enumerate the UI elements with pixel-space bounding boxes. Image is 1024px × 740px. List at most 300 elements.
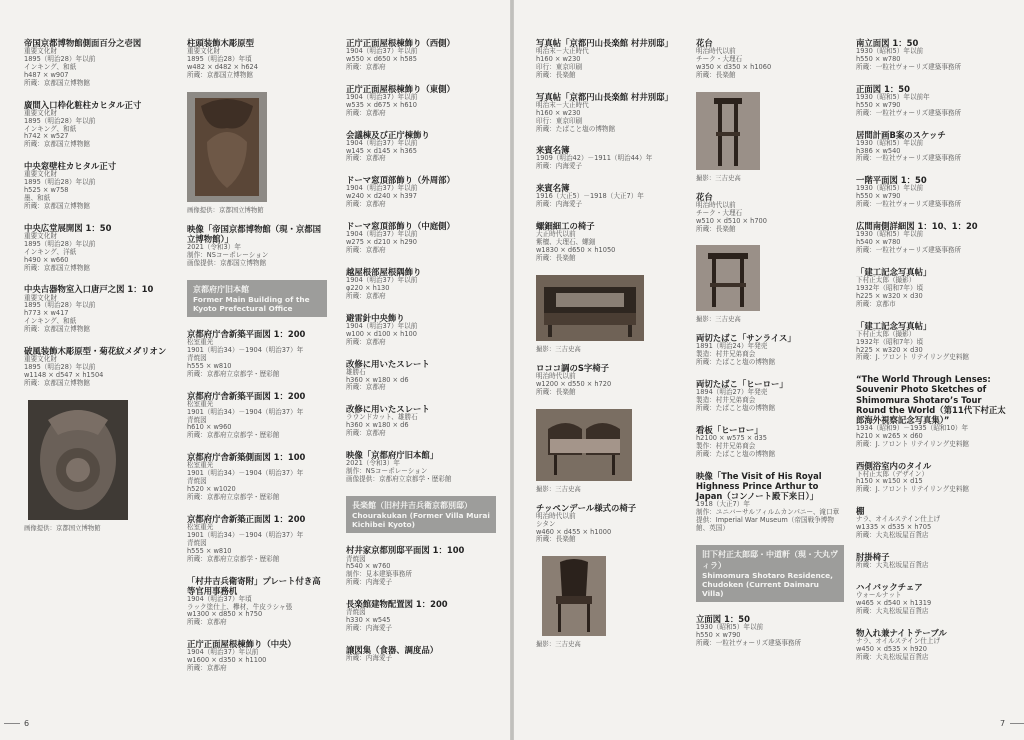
entry-detail: 制作：見本建築事務所 — [346, 570, 412, 579]
entry-title: 破風装飾木彫原型・菊花紋メダリオン — [24, 346, 167, 357]
catalog-entry — [696, 614, 846, 648]
entry-detail: 松室重光 — [187, 338, 214, 347]
entry-detail: 1904（明治37）年以前 — [346, 138, 418, 147]
entry-detail: 所蔵：一粒社ヴォーリズ建築事務所 — [696, 639, 802, 648]
entry-detail: h330 × w545 — [346, 616, 391, 625]
entry-title: 柱頭装飾木彫原型 — [187, 38, 254, 48]
entry-title: “The World Through Lenses: Souvenir Photo Sketches of Shimomura Shotaro’s Tour Round the World（第11代下村正太郎海外視察記念写真集）” — [856, 374, 1006, 425]
entry-list — [536, 363, 686, 397]
entry-detail: 青焼図 — [346, 554, 366, 563]
entry-detail: 所蔵：京都府 — [346, 291, 386, 300]
entry-title: 映像「The Visit of His Royal Highness Prince Arthur to Japan（コンノート殿下来日）」 — [696, 470, 822, 501]
catalog-entry — [536, 183, 686, 209]
entry-list — [346, 545, 496, 662]
catalog-entry — [856, 267, 1012, 309]
entry-detail: 明治時代以前 — [696, 47, 736, 56]
left-page — [0, 0, 510, 740]
entry-detail: 所蔵：たばこと塩の博物館 — [696, 404, 776, 413]
catalog-entry — [187, 452, 329, 502]
entry-detail: 1904（明治37）年以前 — [346, 276, 418, 285]
entry-detail: 所蔵：京都市 — [856, 299, 896, 308]
entry-detail: h360 × w180 × d6 — [346, 375, 409, 384]
entry-detail: 1895（明治28）年以前 — [24, 54, 96, 63]
entry-detail: 1904（明治37）年以前 — [346, 184, 418, 193]
entry-detail: w100 × d100 × h100 — [346, 329, 417, 338]
entry-detail: シタン — [536, 519, 556, 528]
left-column-1 — [24, 38, 174, 532]
catalog-entry — [346, 267, 496, 301]
entry-detail: 所蔵：京都府立京都学・歴彩館 — [187, 369, 280, 378]
entry-detail: 所蔵：京都国立博物館 — [24, 140, 90, 149]
entry-detail: 所蔵：一粒社ヴォーリズ建築事務所 — [856, 62, 962, 71]
entry-detail: 明治末－大正時代 — [536, 47, 589, 56]
entry-detail: 重要文化財 — [187, 47, 220, 56]
entry-detail: 1901（明治34）－1904（明治37）年 — [187, 469, 304, 478]
entry-detail: 1895（明治28）年以前 — [24, 116, 96, 125]
catalog-entry — [696, 425, 846, 459]
entry-detail: 制作：NSコーポレーション — [346, 467, 428, 476]
catalog-entry — [856, 582, 1012, 616]
entry-detail: 所蔵：一粒社ヴォーリズ建築事務所 — [856, 246, 962, 255]
entry-detail: 1904（明治37）年以前 — [187, 648, 259, 657]
entry-detail: 1895（明治28）年以前 — [24, 301, 96, 310]
entry-title: 改修に用いたスレート — [346, 404, 430, 415]
entry-detail: 所蔵：大丸松坂屋百貨店 — [856, 606, 929, 615]
entry-title: 一階平面図 1：50 — [856, 175, 927, 186]
entry-detail: 所蔵：大丸松坂屋百貨店 — [856, 561, 929, 570]
catalog-entry — [346, 545, 496, 587]
catalog-entry — [536, 363, 686, 397]
entry-detail: h225 × w320 × d30 — [856, 291, 923, 300]
catalog-entry — [346, 599, 496, 633]
entry-detail: ラック塗仕上、欅材、牛皮ラシャ張 — [187, 602, 293, 611]
catalog-entry — [24, 38, 174, 88]
entry-title: 来賓名簿 — [536, 145, 570, 156]
right-column-1 — [536, 38, 686, 648]
entry-detail: 所蔵：長楽館 — [536, 387, 576, 396]
catalog-entry — [856, 221, 1012, 255]
entry-title: 会議棟及び正庁棟飾り — [346, 129, 430, 140]
catalog-entry — [696, 192, 846, 234]
entry-detail: 所蔵：京都国立博物館 — [24, 263, 90, 272]
entry-detail: 所蔵：長楽館 — [536, 253, 576, 262]
entry-title: 映像「京都府庁旧本館」 — [346, 450, 439, 461]
entry-detail: ナラ、オイルステイン仕上げ — [856, 515, 941, 524]
entry-detail: インキング、洋紙 — [24, 247, 77, 256]
catalog-entry — [187, 224, 329, 268]
entry-detail: h150 × w150 × d15 — [856, 477, 923, 486]
catalog-entry — [696, 471, 846, 533]
entry-detail: 所蔵：J. フロント リテイリング史料館 — [856, 485, 970, 494]
entry-title: ハイバックチェア — [856, 582, 923, 593]
catalog-entry — [346, 404, 496, 438]
entry-detail: w1830 × d650 × h1050 — [536, 246, 616, 255]
entry-detail: 製造：村井兄弟商会 — [696, 396, 756, 405]
entry-list — [187, 329, 329, 673]
catalog-entry — [24, 100, 174, 150]
entry-detail: w510 × d510 × h700 — [696, 216, 767, 225]
entry-detail: 所蔵：内海愛子 — [346, 624, 393, 633]
entry-detail: 所蔵：一粒社ヴォーリズ建築事務所 — [856, 108, 962, 117]
entry-detail: w1148 × d547 × h1504 — [24, 370, 104, 379]
entry-title: ドーマ窓頂部飾り（中庭側） — [346, 221, 455, 232]
entry-detail: 1918（大正7）年 — [696, 500, 750, 509]
entry-detail: 1932年（昭和7年）頃 — [856, 283, 924, 292]
entry-detail: 紫檀、大理石、螺鈿 — [536, 238, 596, 247]
entry-detail: 制作：NSコーポレーション — [187, 250, 269, 259]
entry-detail: w535 × d675 × h610 — [346, 100, 417, 109]
entry-detail: 所蔵：長楽館 — [536, 70, 576, 79]
image-caption: 画像提供：京都国立博物館 — [24, 523, 101, 532]
page-rule — [1010, 723, 1024, 724]
entry-list — [696, 333, 846, 532]
entry-title: 正庁正面屋根棟飾り（東側） — [346, 83, 455, 94]
photo-credit: 撮影：三吉史高 — [696, 173, 741, 182]
entry-detail: 所蔵：京都国立博物館 — [187, 70, 253, 79]
catalog-entry — [187, 38, 329, 80]
catalog-entry — [187, 576, 329, 628]
entry-detail: 明治時代以前 — [696, 200, 736, 209]
entry-detail: 重要文化財 — [24, 231, 57, 240]
entry-title: 南立面図 1：50 — [856, 38, 919, 48]
entry-title: 来賓名簿 — [536, 183, 570, 194]
entry-detail: 所蔵：京都府 — [346, 246, 386, 255]
page-number: 6 — [24, 719, 30, 728]
entry-title: 物入れ兼ナイトテーブル — [856, 627, 947, 638]
entry-detail: h520 × w1020 — [187, 485, 236, 494]
entry-detail: 下村正太郎（撮影） — [856, 276, 916, 285]
catalog-entry — [696, 333, 846, 367]
entry-detail: 所蔵：京都国立博物館 — [24, 78, 90, 87]
catalog-entry — [346, 359, 496, 393]
entry-title: 京都府庁舎新築平面図 1：200 — [187, 329, 306, 340]
photo-credit: 撮影：三吉史高 — [536, 484, 581, 493]
entry-title: 中央古器物室入口唐戸之図 1：10 — [24, 284, 154, 295]
photo-credit: 撮影：三吉史高 — [696, 315, 741, 324]
entry-detail: 所蔵：京都府立京都学・歴彩館 — [187, 431, 280, 440]
banner-title-en: Former Main Building of the Kyoto Prefectural Office — [193, 294, 310, 313]
entry-detail: 1934（昭和9）－1935（昭和10）年 — [856, 423, 969, 432]
entry-detail: h773 × w417 — [24, 309, 69, 318]
entry-title: 「建工記念写真帖」 — [856, 266, 932, 277]
entry-detail: 青焼図 — [346, 608, 366, 617]
entry-detail: 墨、和紙 — [24, 194, 51, 203]
entry-detail: 印行：東京印刷 — [536, 116, 583, 125]
entry-detail: h225 × w320 × d30 — [856, 345, 923, 354]
catalog-entry — [187, 639, 329, 673]
banner-title-en: Chourakukan (Former Villa Murai Kichibei Kyoto) — [352, 510, 490, 530]
catalog-entry — [346, 450, 496, 484]
catalog-entry — [346, 313, 496, 347]
entry-detail: 所蔵：長楽館 — [536, 535, 576, 544]
entry-detail: 所蔵：一粒社ヴォーリズ建築事務所 — [856, 200, 962, 209]
entry-title: 避雷針中央飾り — [346, 312, 405, 323]
entry-detail: 所蔵：内海愛子 — [346, 654, 393, 663]
entry-title: 居間計画B案のスケッチ — [856, 129, 946, 140]
entry-detail: 重要文化財 — [24, 47, 57, 56]
entry-title: 「建工記念写真帖」 — [856, 320, 932, 331]
entry-list — [696, 38, 846, 80]
catalog-entry — [187, 391, 329, 441]
section-banner-shimomura-residence — [696, 545, 844, 603]
entry-detail: h360 × w180 × d6 — [346, 421, 409, 430]
right-column-3 — [856, 38, 1012, 674]
entry-detail: 画像提供：京都府立京都学・歴彩館 — [346, 475, 452, 484]
flower-stand-photo-1 — [696, 92, 760, 170]
entry-title: 正庁正面屋根棟飾り（中央） — [187, 639, 296, 650]
entry-title: 看板「ヒーロー」 — [696, 425, 763, 435]
entry-detail: 松室重光 — [187, 522, 214, 531]
catalog-entry — [346, 221, 496, 255]
entry-title: 西側浴室内のタイル — [856, 460, 932, 471]
entry-detail: 大正時代以前 — [536, 230, 576, 239]
entry-detail: 所蔵：長楽館 — [696, 70, 736, 79]
entry-detail: 画像提供：京都国立博物館 — [187, 258, 267, 267]
entry-detail: h160 × w230 — [536, 54, 581, 63]
entry-list — [187, 224, 329, 268]
entry-detail: h210 × w265 × d60 — [856, 431, 923, 440]
left-column-3 — [346, 38, 496, 675]
catalog-entry — [856, 628, 1012, 662]
entry-detail: 1894（明治27）年発売 — [696, 388, 768, 397]
entry-list — [536, 503, 686, 545]
entry-detail: ナラ、オイルステイン仕上げ — [856, 636, 941, 645]
catalog-entry — [536, 503, 686, 545]
entry-title: 中央広堂展開図 1：50 — [24, 222, 112, 233]
entry-detail: 所蔵：京都国立博物館 — [24, 325, 90, 334]
catalog-entry — [24, 223, 174, 273]
entry-title: 立面図 1：50 — [696, 614, 750, 625]
entry-detail: 所蔵：京都府 — [187, 618, 227, 627]
catalog-entry — [856, 374, 1012, 448]
entry-detail: 1895（明治28）年以前 — [24, 239, 96, 248]
entry-detail: 1930（昭和5）年以前 — [856, 230, 924, 239]
entry-detail: 1895（明治28）年以前 — [24, 178, 96, 187]
catalog-entry — [187, 329, 329, 379]
entry-detail: 明治末－大正時代 — [536, 100, 589, 109]
entry-detail: 製作：村井兄弟商会 — [696, 441, 756, 450]
entry-detail: 所蔵：京都府 — [346, 337, 386, 346]
entry-title: 正面図 1：50 — [856, 83, 910, 94]
entry-detail: ラウンドカット、雄勝石 — [346, 413, 418, 422]
entry-detail: 所蔵：たばこと塩の博物館 — [696, 449, 776, 458]
entry-list — [24, 38, 174, 388]
entry-title: ロココ調のS字椅子 — [536, 362, 610, 373]
entry-title: 螺鈿細工の椅子 — [536, 221, 595, 232]
entry-title: 写真帖「京都円山長楽館 村井別邸」 — [536, 38, 673, 48]
entry-list — [187, 38, 329, 80]
entry-detail: 所蔵：京都府 — [187, 664, 227, 673]
entry-title: 両切たばこ「ヒーロー」 — [696, 379, 788, 390]
entry-detail: w465 × d540 × h1319 — [856, 599, 932, 608]
entry-detail: 松室重光 — [187, 399, 214, 408]
entry-detail: 所蔵：J. フロント リテイリング史料館 — [856, 439, 970, 448]
entry-detail: w350 × d350 × h1060 — [696, 62, 772, 71]
entry-title: 京都府庁舎新築正面図 1：200 — [187, 513, 306, 524]
entry-detail: h550 × w790 — [856, 192, 901, 201]
entry-detail: 松室重光 — [187, 461, 214, 470]
entry-detail: 1930（昭和5）年以前 — [696, 623, 764, 632]
entry-detail: 提供：Imperial War Museum（帝国戦争博物館、英国） — [696, 515, 834, 532]
entry-detail: 下村正太郎（デザイン） — [856, 469, 929, 478]
entry-detail: 青焼図 — [187, 538, 207, 547]
catalog-entry — [856, 506, 1012, 540]
photo-credit: 撮影：三吉史高 — [536, 344, 581, 353]
entry-detail: 1930（昭和5）年以前 — [856, 47, 924, 56]
entry-detail: 所蔵：京都府 — [346, 62, 386, 71]
entry-detail: 所蔵：京都国立博物館 — [24, 378, 90, 387]
entry-list — [856, 38, 1012, 662]
entry-detail: h490 × w660 — [24, 255, 69, 264]
entry-detail: h550 × w780 — [856, 54, 901, 63]
entry-title: 花台 — [696, 38, 713, 48]
photo-credit: 撮影：三吉史高 — [536, 640, 581, 649]
catalog-entry — [536, 145, 686, 171]
entry-detail: 1916（大正5）－1918（大正7）年 — [536, 192, 644, 201]
entry-detail: 所蔵：大丸松坂屋百貨店 — [856, 531, 929, 540]
entry-detail: 重要文化財 — [24, 355, 57, 364]
entry-title: 肘掛椅子 — [856, 552, 890, 563]
entry-detail: 所蔵：大丸松坂屋百貨店 — [856, 652, 929, 661]
entry-detail: 所蔵：内海愛子 — [346, 578, 393, 587]
catalog-entry — [856, 175, 1012, 209]
entry-detail: 1895（明治28）年以前 — [24, 363, 96, 372]
entry-title: 両切たばこ「サンライス」 — [696, 333, 796, 344]
entry-detail: 所蔵：京都国立博物館 — [24, 201, 90, 210]
section-banner-kyoto-prefectural-office — [187, 280, 327, 318]
medallion-photo — [28, 400, 128, 520]
entry-title: 譲図集（食器、調度品） — [346, 644, 439, 655]
entry-list — [696, 614, 846, 648]
entry-detail: 所蔵：京都府立京都学・歴彩館 — [187, 554, 280, 563]
entry-detail: 所蔵：京都府 — [346, 154, 386, 163]
catalog-entry — [536, 38, 686, 80]
entry-detail: 所蔵：一粒社ヴォーリズ建築事務所 — [856, 154, 962, 163]
catalog-entry — [856, 461, 1012, 495]
entry-detail: 所蔵：J. フロント リテイリング史料館 — [856, 353, 970, 362]
entry-detail: w460 × d455 × h1000 — [536, 527, 612, 536]
entry-detail: 1891（明治24）年発売 — [696, 342, 768, 351]
catalog-entry — [346, 175, 496, 209]
entry-detail: h555 × w810 — [187, 361, 232, 370]
page-number: 7 — [1000, 719, 1006, 728]
banner-title-en: Shimomura Shotaro Residence, Chudoken (Current Daimaru Villa) — [702, 570, 833, 599]
catalog-entry — [536, 221, 686, 263]
entry-detail: w275 × d210 × h290 — [346, 238, 417, 247]
entry-detail: 所蔵：長楽館 — [696, 224, 736, 233]
entry-detail: 1904（明治37）年頃 — [187, 594, 252, 603]
entry-detail: 1904（明治37）年以前 — [346, 47, 418, 56]
mother-of-pearl-chair-photo — [536, 275, 644, 341]
entry-detail: w1335 × d535 × h705 — [856, 523, 932, 532]
left-column-2 — [187, 38, 329, 685]
entry-detail: 所蔵：京都府 — [346, 383, 386, 392]
entry-detail: 所蔵：京都府 — [346, 108, 386, 117]
banner-title-ja: 旧下村正太郎邸・中道軒（現・大丸ヴィラ） — [702, 549, 838, 570]
entry-detail: h540 × w780 — [856, 238, 901, 247]
entry-detail: w550 × d650 × h585 — [346, 54, 417, 63]
capital-photo — [187, 92, 267, 202]
entry-title: 広間南側詳細図 1：10、1：20 — [856, 221, 978, 232]
entry-detail: w1600 × d350 × h1100 — [187, 656, 267, 665]
entry-title: 正庁正面屋根棟飾り（西側） — [346, 38, 455, 48]
catalog-entry — [24, 284, 174, 334]
entry-detail: h386 × w540 — [856, 146, 901, 155]
catalog-entry — [696, 379, 846, 413]
chippendale-chair-photo — [542, 556, 606, 636]
catalog-entry — [696, 38, 846, 80]
entry-detail: h550 × w790 — [856, 100, 901, 109]
entry-detail: 1901（明治34）－1904（明治37）年 — [187, 530, 304, 539]
entry-detail: 青焼図 — [187, 477, 207, 486]
entry-detail: w1200 × d550 × h720 — [536, 379, 612, 388]
entry-detail: 1909（明治42）－1911（明治44）年 — [536, 154, 653, 163]
entry-detail: 制作：ユニバーサルフィルムカンパニー、滝口章 — [696, 507, 840, 516]
entry-detail: h742 × w527 — [24, 132, 69, 141]
entry-detail: 所蔵：たばこと塩の博物館 — [536, 124, 616, 133]
entry-title: 映像「帝国京都博物館（現・京都国立博物館）」 — [187, 223, 321, 244]
catalog-entry — [536, 92, 686, 134]
entry-detail: チーク・大理石 — [696, 208, 743, 217]
entry-detail: 1901（明治34）－1904（明治37）年 — [187, 407, 304, 416]
catalog-entry — [856, 552, 1012, 570]
entry-title: 改修に用いたスレート — [346, 358, 430, 369]
entry-detail: 重要文化財 — [24, 170, 57, 179]
entry-detail: 1904（明治37）年以前 — [346, 321, 418, 330]
entry-list — [696, 192, 846, 234]
entry-detail: 2021（令和3）年 — [346, 459, 400, 468]
entry-title: 花台 — [696, 191, 713, 202]
entry-detail: h487 × w907 — [24, 70, 69, 79]
entry-detail: 所蔵：内海愛子 — [536, 162, 583, 171]
entry-detail: 青焼図 — [187, 415, 207, 424]
entry-detail: 明治時代以前 — [536, 371, 576, 380]
entry-detail: 1930（昭和5）年以前 — [856, 184, 924, 193]
entry-title: 越屋根部屋根隅飾り — [346, 266, 422, 277]
banner-title-ja: 長楽館（旧村井吉兵衛京都別邸） — [352, 500, 472, 510]
entry-detail: 所蔵：内海愛子 — [536, 200, 583, 209]
entry-title: 中央窓壁柱カヒタル正寸 — [24, 161, 117, 172]
entry-detail: w145 × d145 × h365 — [346, 146, 417, 155]
entry-detail: 下村正太郎（撮影） — [856, 329, 916, 338]
entry-list — [346, 38, 496, 484]
entry-title: 棚 — [856, 506, 865, 517]
entry-title: 「村井吉兵衛寄附」プレート付き高等官用事務机 — [187, 575, 321, 596]
entry-detail: 1932年（昭和7年）頃 — [856, 337, 924, 346]
catalog-entry — [346, 130, 496, 164]
entry-title: ドーマ窓頂部飾り（外周部） — [346, 175, 455, 186]
entry-detail: インキング、和紙 — [24, 62, 77, 71]
catalog-entry — [856, 130, 1012, 164]
entry-detail: 1901（明治34）－1904（明治37）年 — [187, 346, 304, 355]
entry-title: 京都府庁舎新築平面図 1：200 — [187, 390, 306, 401]
right-page — [514, 0, 1024, 740]
entry-title: 帝国京都博物館側面百分之壱図 — [24, 38, 142, 48]
entry-detail: φ220 × h130 — [346, 283, 390, 292]
entry-detail: インキング、和紙 — [24, 124, 77, 133]
entry-detail: h550 × w790 — [696, 631, 741, 640]
section-banner-chourakukan — [346, 496, 496, 534]
entry-detail: w240 × d240 × h397 — [346, 192, 417, 201]
entry-detail: 2021（令和3）年 — [187, 242, 241, 251]
entry-detail: h160 × w230 — [536, 108, 581, 117]
catalog-entry — [856, 84, 1012, 118]
page-rule — [4, 723, 20, 724]
entry-detail: w1300 × d850 × h750 — [187, 610, 263, 619]
entry-title: 村井家京都別邸平面図 1：100 — [346, 545, 465, 556]
entry-detail: w450 × d535 × h920 — [856, 644, 927, 653]
entry-detail: 所蔵：たばこと塩の博物館 — [696, 358, 776, 367]
